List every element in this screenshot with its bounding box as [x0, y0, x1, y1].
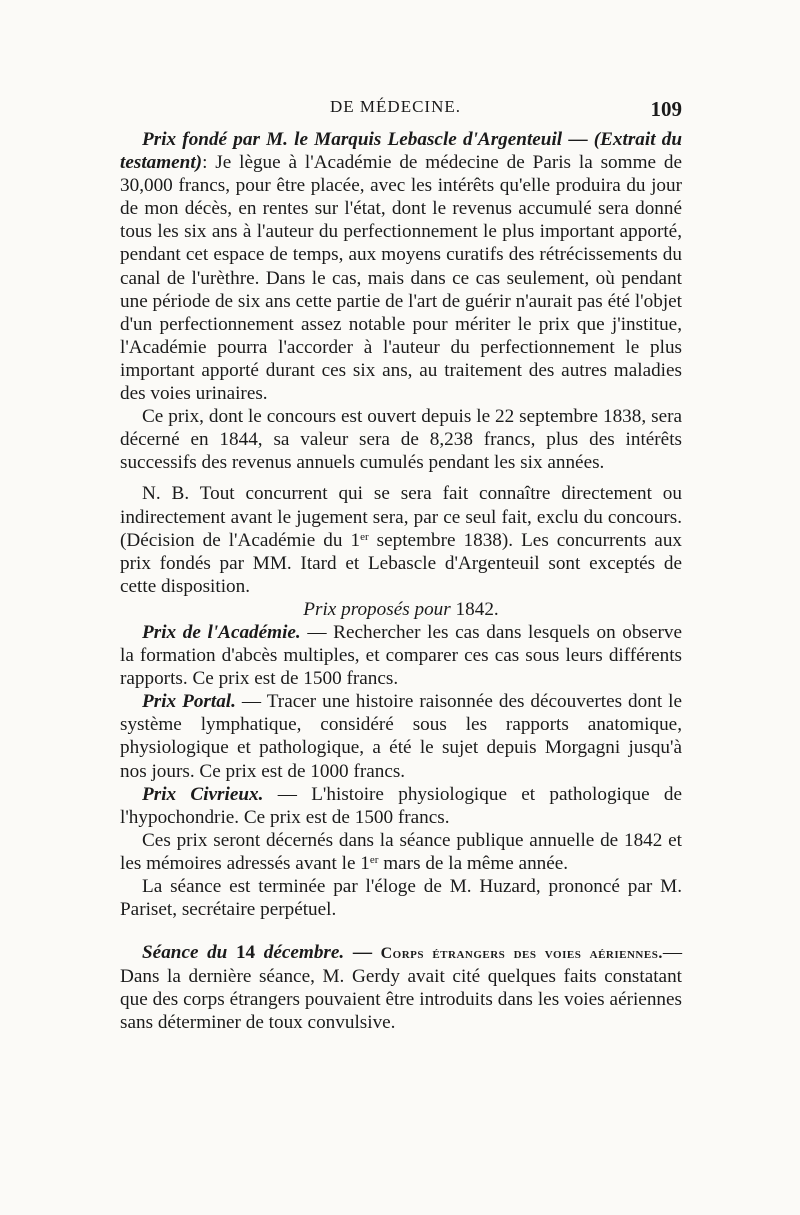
prize-title: Prix Civrieux. — [142, 783, 264, 805]
body-text — [120, 128, 682, 1035]
heading-year: 1842. — [450, 598, 499, 620]
page-header — [120, 97, 682, 125]
paragraph-academie-prize — [120, 621, 682, 690]
section-subject: Corps étrangers des voies aériennes. — [380, 945, 663, 963]
session-day: 14 — [227, 942, 264, 964]
prize-subtitle: (Extrait du testament) — [120, 129, 682, 174]
page-number: 109 — [650, 97, 682, 121]
section-heading-prizes-1842 — [120, 598, 682, 621]
superscript: er — [360, 530, 369, 543]
paragraph-body: — Rechercher les cas dans lesquels on observe la formation d'abcès multiples, et comparer ces cas sous leurs différents rapports. Ce prix est de 1500 francs. — [120, 621, 682, 690]
paragraph-prize-terms: Ce prix, dont le concours est ouvert depuis le 22 septembre 1838, sera décerné en 1844, sa valeur sera de 8,238 francs, plus des intérêts successifs des revenus annuels cumulés pendant les six années. — [120, 406, 682, 474]
paragraph-body: : Je lègue à l'Académie de médecine de Paris la somme de 30,000 francs, pour être placée, avec les intérêts qu'elle produira du jour de mon décès, en rentes sur l'état, dont le revenus accumulé sera donné tous les six ans à l'auteur du perfectionnement le plus important apporté, pendant cet espace de temps, aux moyens curatifs des rétrécissements du canal de l'urèthre. Dans le cas, mais dans ce cas seulement, où pendant une période de six ans cette partie de l'art de guérir n'aurait pas été l'objet d'un perfectionnement assez notable pour mériter le prix que j'institue, l'Académie pourra l'accorder à l'auteur du perfectionnement le plus important apporté durant ces six ans, au traitement des autres maladies des voies urinaires. — [120, 152, 682, 405]
superscript: er — [369, 853, 379, 866]
paragraph-body: —Dans la dernière séance, M. Gerdy avait cité quelques faits constatant que des corps étrangers pouvaient être introduits dans les voies aériennes sans déterminer de toux convulsive. — [120, 942, 683, 1034]
session-month: décembre. — [263, 942, 345, 964]
paragraph-nota-bene — [120, 482, 682, 597]
paragraph-body: — Tracer une histoire raisonnée des découvertes dont le système lymphatique, considéré sous les rapports anatomique, physiologique et pathologique, a été le sujet depuis Morgagni jusqu'à nos jours. Ce prix est de 1000 francs. — [120, 691, 682, 782]
dash: — — [344, 942, 381, 964]
paragraph-civrieux-prize — [120, 783, 682, 829]
paragraph-text: N. B. Tout concurrent qui se sera fait connaître directement ou indirectement avant le jugement sera, par ce seul fait, exclu du concours. (Décision de l'Académie du 1 — [120, 483, 682, 551]
paragraph-body: — L'histoire physiologique et pathologique de l'hypochondrie. Ce prix est de 1500 francs. — [120, 783, 682, 828]
prize-title: Prix de l'Académie. — [142, 621, 301, 643]
paragraph-text: septembre 1838). Les concurrents aux prix fondés par MM. Itard et Lebascle d'Argenteuil sont exceptés de cette disposition. — [120, 529, 683, 597]
paragraph-text: Ces prix seront décernés dans la séance publique annuelle de 1842 et les mémoires adressés avant le 1 — [120, 829, 682, 874]
paragraph-argenteuil-prize: Prix fondé par M. le Marquis Lebascle d'Argenteuil — (Extrait du testament): Je lègue à l'Académie de médecine de Paris la somme de 30,000 francs, pour être placée, avec les intérêts qu'elle produira du jour de mon décès, en rentes sur l'état, dont le revenus accumulé sera donné tous les six ans à l'auteur du perfectionnement le plus important apporté, pendant cet espace de temps, aux moyens curatifs des rétrécissements du canal de l'urèthre. Dans le cas, mais dans ce cas seulement, où pendant une période de six ans cette partie de l'art de guérir n'aurait pas été l'objet d'un perfectionnement assez notable pour mériter le prix que j'institue, l'Académie pourra l'accorder à l'auteur du perfectionnement le plus important apporté durant ces six ans, au traitement des autres maladies des voies urinaires. — [120, 129, 682, 405]
running-head: DE MÉDECINE. — [330, 97, 461, 116]
prize-title: Prix fondé par M. le Marquis Lebascle d'Argenteuil — [142, 129, 563, 150]
paragraph-session-december — [120, 941, 682, 1034]
paragraph-award-session — [120, 829, 682, 875]
paragraph-portal-prize — [120, 690, 682, 782]
paragraph-text: mars de la même année. — [378, 852, 569, 874]
heading-italic: Prix proposés pour — [303, 598, 451, 620]
prize-title: Prix Portal. — [142, 691, 236, 713]
paragraph-session-close: La séance est terminée par l'éloge de M. Huzard, prononcé par M. Pariset, secrétaire perpétuel. — [120, 876, 682, 921]
session-title: Séance du — [142, 942, 228, 964]
